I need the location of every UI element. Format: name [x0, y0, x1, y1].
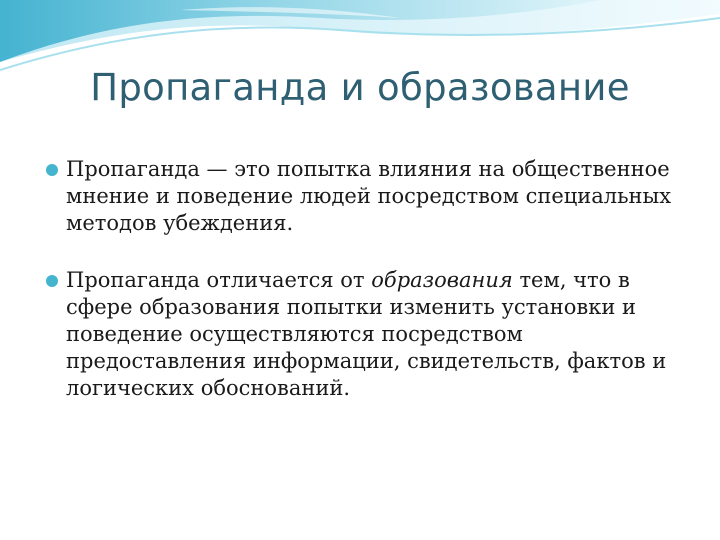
bullet-text-after: тем, что в сфере образования попытки изменить установки и поведение осуществляются посредством предоставления информации, свидетельств, фактов и логических обоснований.	[66, 268, 667, 400]
bullet-list	[44, 156, 694, 402]
bullet-item	[44, 156, 694, 237]
bullet-text-before: Пропаганда отличается от	[66, 268, 372, 292]
bullet-text-italic: образования	[371, 268, 513, 292]
bullet-item	[44, 267, 694, 402]
circle-bullet-icon	[46, 164, 58, 176]
bullet-text: Пропаганда — это попытка влияния на общественное мнение и поведение людей посредством специальных методов убеждения.	[66, 157, 672, 235]
slide-title: Пропаганда и образование	[90, 66, 630, 109]
circle-bullet-icon	[46, 275, 58, 287]
